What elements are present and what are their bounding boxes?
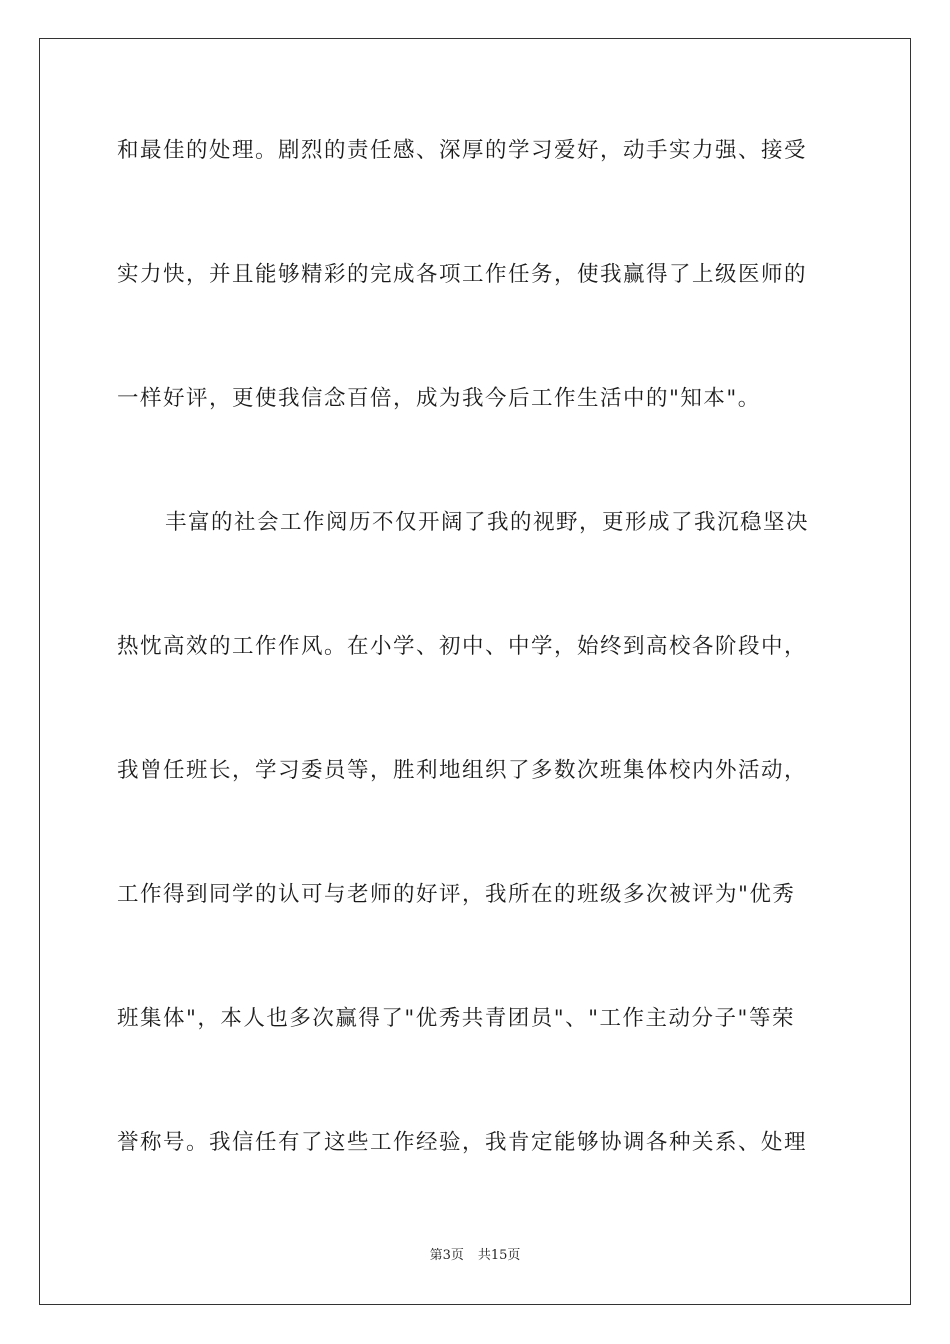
page-frame <box>39 38 911 1305</box>
text-line: 我曾任班长，学习委员等，胜利地组织了多数次班集体校内外活动， <box>117 758 808 783</box>
text-line: 誉称号。我信任有了这些工作经验，我肯定能够协调各种关系、处理 <box>117 1130 808 1155</box>
paragraph-start-line: 丰富的社会工作阅历不仅开阔了我的视野，更形成了我沉稳坚决 <box>165 510 810 535</box>
text-line: 班集体"，本人也多次赢得了"优秀共青团员"、"工作主动分子"等荣 <box>117 1006 795 1031</box>
text-line: 实力快，并且能够精彩的完成各项工作任务，使我赢得了上级医师的 <box>117 262 808 287</box>
text-line: 一样好评，更使我信念百倍，成为我今后工作生活中的"知本"。 <box>117 386 761 411</box>
text-line: 工作得到同学的认可与老师的好评，我所在的班级多次被评为"优秀 <box>117 882 796 907</box>
page-footer <box>0 1247 950 1265</box>
text-line: 和最佳的处理。剧烈的责任感、深厚的学习爱好，动手实力强、接受 <box>117 138 808 163</box>
page-number: 第3页 <box>429 1248 464 1263</box>
text-line: 热忱高效的工作作风。在小学、初中、中学，始终到高校各阶段中， <box>117 634 808 659</box>
page-total: 共15页 <box>477 1248 521 1263</box>
